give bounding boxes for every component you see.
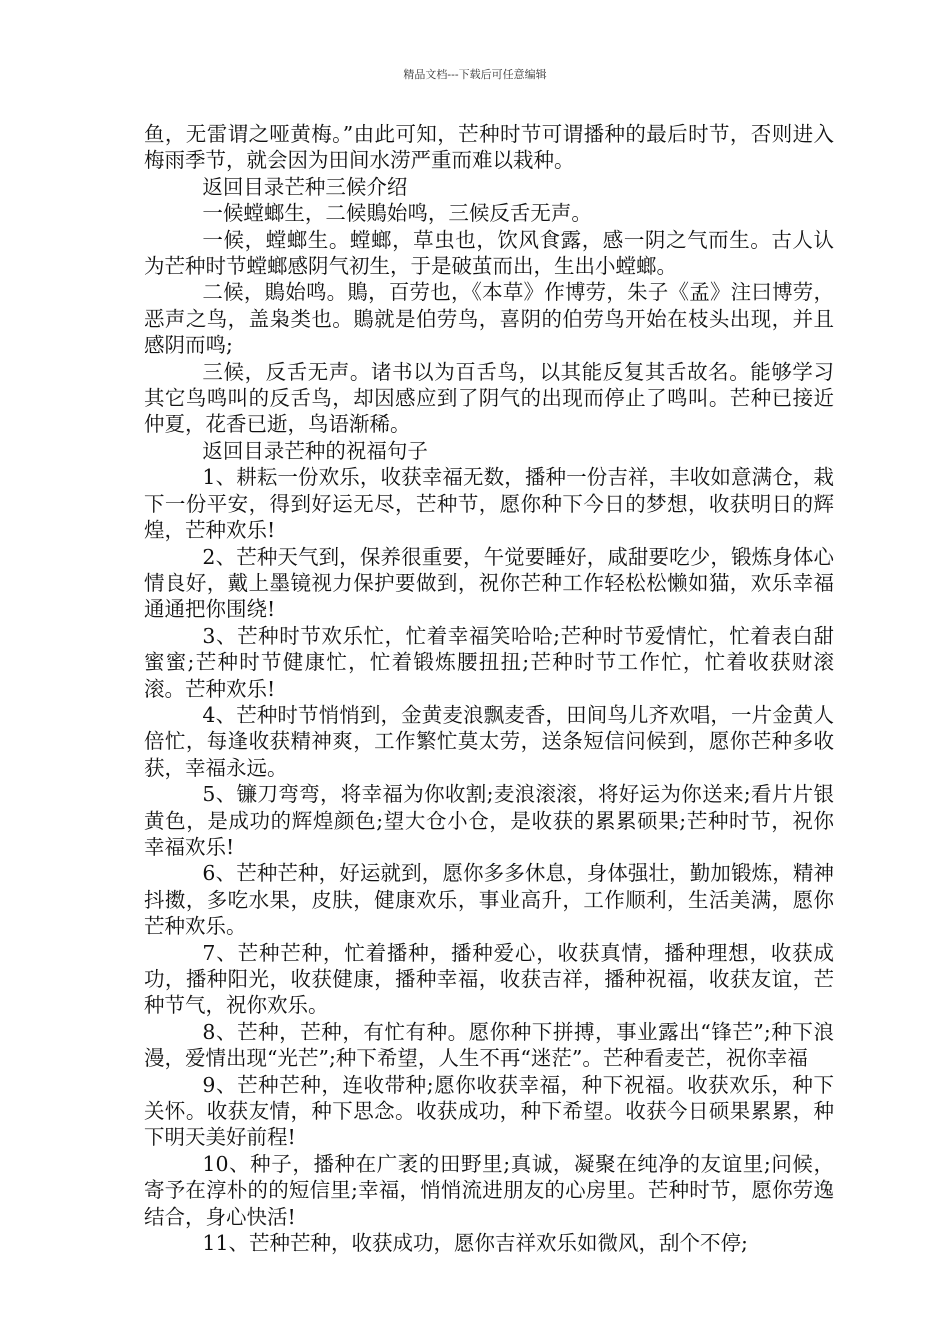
list-item: 10、种子，播种在广袤的田野里;真诚，凝聚在纯净的友谊里;问候，寄予在淳朴的的短信里;幸福，悄悄流进朋友的心房里。芒种时节，愿你劳逸结合，身心快活!	[144, 1151, 834, 1229]
paragraph: 一候，螳螂生。螳螂，草虫也，饮风食露，感一阴之气而生。古人认为芒种时节螳螂感阴气初生，于是破茧而出，生出小螳螂。	[144, 227, 834, 279]
paragraph: 鱼，无雷谓之哑黄梅。”由此可知，芒种时节可谓播种的最后时节，否则进入梅雨季节，就会因为田间水涝严重而难以栽种。	[144, 122, 834, 173]
list-item: 5、镰刀弯弯，将幸福为你收割;麦浪滚滚，将好运为你送来;看片片银黄色，是成功的辉煌颜色;望大仓小仓，是收获的累累硕果;芒种时节，祝你幸福欢乐!	[144, 782, 834, 859]
list-item: 8、芒种，芒种，有忙有种。愿你种下拼搏，事业露出“锋芒”;种下浪漫，爱情出现“光芒”;种下希望，人生不再“迷茫”。芒种看麦芒，祝你幸福	[144, 1019, 834, 1071]
list-item: 3、芒种时节欢乐忙，忙着幸福笑哈哈;芒种时节爱情忙，忙着表白甜蜜蜜;芒种时节健康忙，忙着锻炼腰扭扭;芒种时节工作忙，忙着收获财滚滚。芒种欢乐!	[144, 623, 834, 701]
list-item: 1、耕耘一份欢乐，收获幸福无数，播种一份吉祥，丰收如意满仓，栽下一份平安，得到好运无尽，芒种节，愿你种下今日的梦想，收获明日的辉煌，芒种欢乐!	[144, 465, 834, 543]
list-item: 4、芒种时节悄悄到，金黄麦浪飘麦香，田间鸟儿齐欢唱，一片金黄人倍忙，每逢收获精神爽，工作繁忙莫太劳，送条短信问候到，愿你芒种多收获，幸福永远。	[144, 702, 834, 780]
list-item: 11、芒种芒种，收获成功，愿你吉祥欢乐如微风，刮个不停;	[202, 1231, 748, 1256]
paragraph: 三候，反舌无声。诸书以为百舌鸟，以其能反复其舌故名。能够学习其它鸟鸣叫的反舌鸟，却因感应到了阴气的出现而停止了鸣叫。芒种已接近仲夏，花香已逝，鸟语渐稀。	[144, 359, 834, 437]
list-item: 9、芒种芒种，连收带种;愿你收获幸福，种下祝福。收获欢乐，种下关怀。收获友情，种下思念。收获成功，种下希望。收获今日硕果累累，种下明天美好前程!	[144, 1072, 834, 1150]
section-link-blessings[interactable]: 返回目录芒种的祝福句子	[202, 438, 428, 463]
list-item: 2、芒种天气到，保养很重要，午觉要睡好，咸甜要吃少，锻炼身体心情良好，戴上墨镜视力保护要做到，祝你芒种工作轻松松懒如猫，欢乐幸福通通把你围绕!	[144, 544, 834, 622]
paragraph: 二候，鵙始鸣。鵙，百劳也，《本草》作博劳，朱子《孟》注曰博劳，恶声之鸟，盖枭类也。鵙就是伯劳鸟，喜阴的伯劳鸟开始在枝头出现，并且感阴而鸣;	[144, 280, 834, 358]
section-link-three-phases[interactable]: 返回目录芒种三候介绍	[202, 174, 408, 199]
list-item: 7、芒种芒种，忙着播种，播种爱心，收获真情，播种理想，收获成功，播种阳光，收获健康，播种幸福，收获吉祥，播种祝福，收获友谊，芒种节气，祝你欢乐。	[144, 940, 834, 1018]
paragraph: 一候螳螂生，二候鵙始鸣，三候反舌无声。	[202, 201, 592, 226]
document-body	[144, 121, 834, 1256]
list-item: 6、芒种芒种，好运就到，愿你多多休息，身体强壮，勤加锻炼，精神抖擞，多吃水果，皮肤，健康欢乐，事业高升，工作顺利，生活美满，愿你芒种欢乐。	[144, 861, 834, 939]
page-header: 精品文档---下载后可任意编辑	[403, 68, 547, 81]
